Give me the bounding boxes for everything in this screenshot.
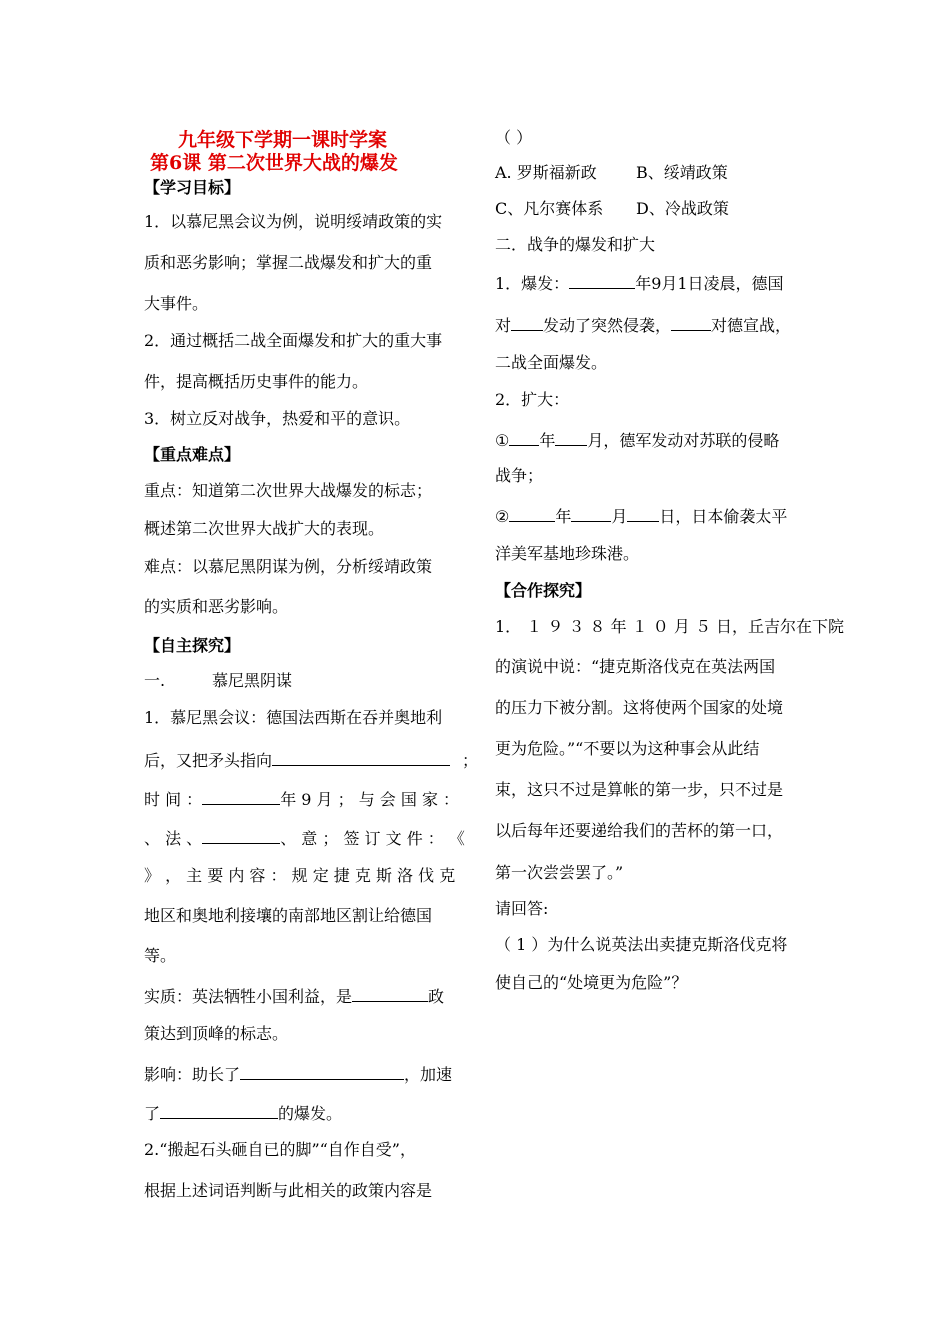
outbreak-label: 1．爆发： [495, 274, 570, 293]
blank-target-country[interactable] [272, 748, 450, 766]
blank-invaded-country[interactable] [511, 313, 543, 331]
expand-label: 2．扩大： [495, 390, 570, 409]
year-char: 年 [539, 431, 556, 450]
effect-prefix: 了 [144, 1104, 161, 1123]
document-text: 、 意 ； 签 订 文 件 ： 《 [280, 829, 465, 848]
blank-nation[interactable] [202, 826, 280, 844]
difficulty-2: 的实质和恶劣影响。 [144, 597, 289, 616]
sec1-number: 一. [144, 671, 166, 690]
expand-1-line1 [495, 428, 779, 451]
sec2-title: 二．战争的爆发和扩大 [495, 235, 656, 254]
quote-line3: 的压力下被分割。这将使两个国家的处境 [495, 698, 784, 717]
nature-text: 实质：英法牺牲小国利益，是 [144, 987, 353, 1006]
key-point-1: 重点：知道第二次世界大战爆发的标志； [144, 481, 433, 500]
nature-line2: 策达到顶峰的标志。 [144, 1024, 289, 1043]
quote-line1: 1． １ ９ ３ ８ 年 １ ０ 月 ５ 日，丘吉尔在下院 [495, 617, 845, 636]
blank-policy[interactable] [352, 984, 428, 1002]
q1-line1: 1．慕尼黑会议：德国法西斯在吞并奥地利 [144, 708, 443, 727]
q1-semicolon: ； [462, 751, 479, 770]
ask-label: 请回答: [495, 899, 549, 918]
quote-line4: 更为危险。”“不要以为这种事会从此结 [495, 739, 760, 758]
outbreak-line3: 二战全面爆发。 [495, 353, 608, 372]
q1-line7: 等。 [144, 946, 177, 965]
expand-1-line2: 战争； [495, 466, 544, 485]
section-heading-self: 【自主探究】 [144, 636, 241, 655]
blank-outbreak-year[interactable] [569, 271, 635, 289]
quote-line2: 的演说中说：“捷克斯洛伐克在英法两国 [495, 657, 776, 676]
option-a: A. 罗斯福新政 [495, 163, 597, 182]
blank-outbreak[interactable] [160, 1101, 278, 1119]
option-c: C、凡尔赛体系 [495, 199, 604, 218]
expand-1-text: 月，德军发动对苏联的侵略 [587, 431, 780, 450]
lesson-title: 第6课 第二次世界大战的爆发 [150, 152, 398, 174]
q1-line4 [144, 826, 465, 849]
option-d: D、冷战政策 [636, 199, 729, 218]
question-1-line2: 使自己的“处境更为危险”？ [495, 973, 688, 992]
circle-2: ② [495, 507, 510, 526]
outbreak-text: 年9月1日凌晨，德国 [635, 274, 784, 293]
q1-line6: 地区和奥地利接壤的南部地区割让给德国 [144, 906, 433, 925]
goal-1-line2: 质和恶劣影响；掌握二战爆发和扩大的重 [144, 253, 433, 272]
outbreak-prefix: 对 [495, 316, 512, 335]
blank-pearl-year[interactable] [509, 504, 555, 522]
time-label: 时 间 ： [144, 790, 203, 809]
expand-2-line2: 洋美军基地珍珠港。 [495, 544, 640, 563]
outbreak-line1 [495, 271, 784, 294]
blank-year[interactable] [202, 787, 280, 805]
circle-1: ① [495, 431, 510, 450]
goal-3: 3．树立反对战争，热爱和平的意识。 [144, 409, 411, 428]
goal-1-line3: 大事件。 [144, 294, 209, 313]
blank-ussr-month[interactable] [555, 428, 587, 446]
effect-text: 影响：助长了 [144, 1065, 241, 1084]
q1-line5: 》 ， 主 要 内 容 ： 规 定 捷 克 斯 洛 伐 克 [144, 866, 456, 885]
difficulty-1: 难点：以慕尼黑阴谋为例，分析绥靖政策 [144, 557, 433, 576]
sec1-title: 慕尼黑阴谋 [212, 671, 293, 690]
year-char-2: 年 [555, 507, 572, 526]
section-heading-goals: 【学习目标】 [144, 178, 241, 197]
q2-line2: 根据上述词语判断与此相关的政策内容是 [144, 1181, 433, 1200]
q1-text: 后，又把矛头指向 [144, 751, 273, 770]
quote-line6: 以后每年还要递给我们的苦杯的第一口， [495, 821, 784, 840]
nature-suffix: 政 [428, 987, 445, 1006]
goal-2-line1: 2．通过概括二战全面爆发和扩大的重大事 [144, 331, 443, 350]
nations-text: 、 法 、 [144, 829, 203, 848]
blank-pearl-day[interactable] [627, 504, 659, 522]
blank-pearl-month[interactable] [571, 504, 611, 522]
question-1-line1: （ 1 ）为什么说英法出卖捷克斯洛伐克将 [495, 935, 788, 954]
expand-2-line1 [495, 504, 787, 527]
section-heading-coop: 【合作探究】 [495, 581, 592, 600]
effect-line2 [144, 1101, 342, 1124]
blank-ussr-year[interactable] [509, 428, 539, 446]
blank-declaring-countries[interactable] [671, 313, 711, 331]
goal-1-line1: 1．以慕尼黑会议为例，说明绥靖政策的实 [144, 212, 443, 231]
option-b: B、绥靖政策 [636, 163, 728, 182]
quote-line5: 束，这只不过是算帐的第一步，只不过是 [495, 780, 784, 799]
q2-line1: 2.“搬起石头砸自已的脚”“自作自受”， [144, 1140, 416, 1159]
section-heading-key: 【重点难点】 [144, 445, 241, 464]
effect-end: 的爆发。 [278, 1104, 343, 1123]
answer-paren[interactable]: （ ） [495, 128, 533, 147]
time-text: 年 9 月 ； 与 会 国 家 ： [280, 790, 460, 809]
page-title: 九年级下学期一课时学案 [178, 129, 388, 151]
blank-effect[interactable] [240, 1062, 404, 1080]
nature-line1 [144, 984, 444, 1007]
effect-suffix: ，加速 [404, 1065, 453, 1084]
effect-line1 [144, 1062, 452, 1085]
outbreak-end: 对德宣战， [711, 316, 792, 335]
outbreak-line2 [495, 313, 791, 336]
expand-2-text: 日，日本偷袭太平 [659, 507, 788, 526]
q1-line2 [144, 748, 478, 771]
quote-line7: 第一次尝尝罢了。” [495, 863, 624, 882]
q1-line3 [144, 787, 459, 810]
key-point-2: 概述第二次世界大战扩大的表现。 [144, 519, 385, 538]
outbreak-mid: 发动了突然侵袭， [543, 316, 672, 335]
month-char: 月 [611, 507, 628, 526]
goal-2-line2: 件，提高概括历史事件的能力。 [144, 372, 369, 391]
